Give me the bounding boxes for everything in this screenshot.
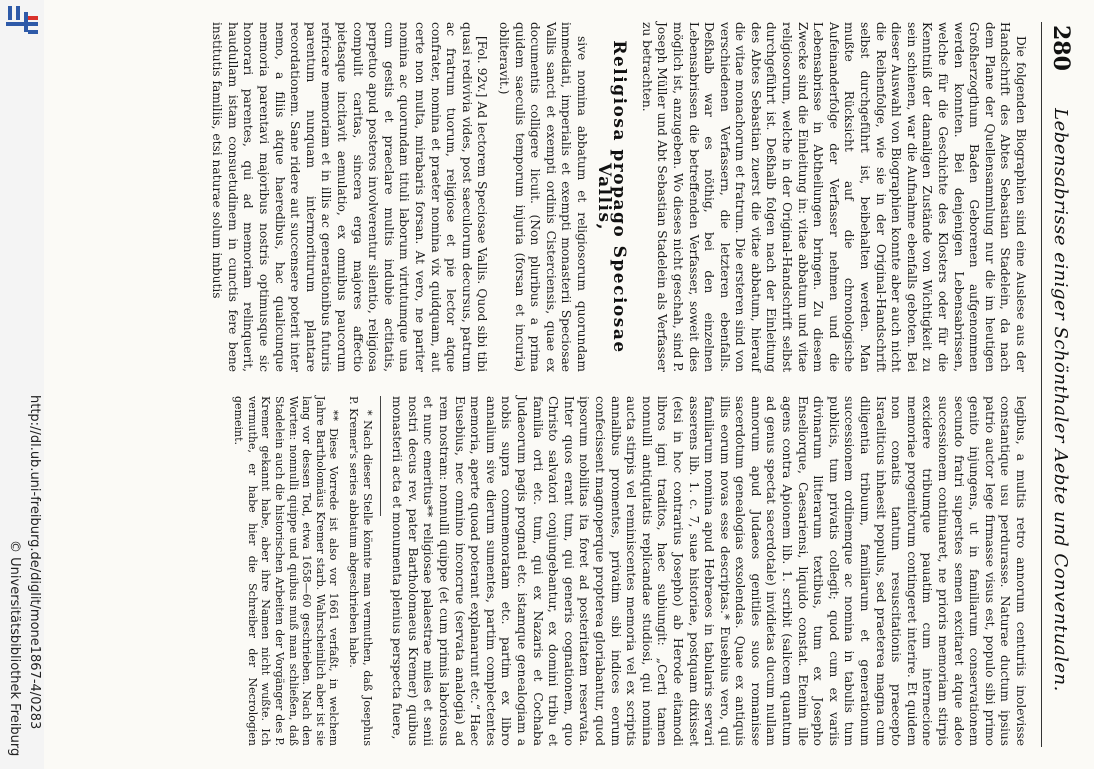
section-title: Religiosa propago Speciosae Vallis, bbox=[593, 40, 630, 354]
scanned-page bbox=[44, 0, 1094, 769]
running-head: Lebensabrisse einiger Schönthaler Aebte und Conventualen. bbox=[1050, 108, 1071, 692]
footnote-2: ** Diese Vorrede ist also vor 1661 verfaßt, in welchem Jahre Bartholomäus Kremer starb. Wahrscheinlich aber ist sie lang vor dessen Tod, etwa 1658—60 geschrieben. Nach den Worten: nonnulli quippe und quibus muß man schließen, daß Stadelein auch die historischen Arbeiten der Vorgänger des P. Kremer gekannt habe, aber ihre Namen nicht wußte. Ich vermuthe, er habe hier die Schreiber der Necrologien gemeint. bbox=[232, 396, 341, 746]
university-library-logo-icon bbox=[6, 6, 38, 38]
section-subtitle: sive nomina abbatum et religiosorum quorundam immediati, imperialis et exempti monasterii Speciosae Vallis sancti et exempti ordinis Cisterciensis, quae ex documentis colligere licuit. (Non pluribus a prima quidem saeculis temporum injuria (forsan et incuria) obliteravit.) bbox=[497, 22, 589, 372]
body-paragraph-continued: legibus, a multis retro annorum centuriis inolevisse constantique usu perdurasse. Naturae ductum ipsius patrio auctor lege firmasse visus est, populo sibi primo genito injungens, ut in familiarum conservationem secundo fratri superstes semen excitaret atque adeo successionem continuaret, ne prioris memoriam stirpis excidere tribumque pauatim cum internecione memoriae progenitorum contingeret interire. Et quidem non conatis tantum resuscitationis praecepto Israeliticus inhaesit populus, sed praeterea magna cum diligentia tribuum, familiarum et generationum successionem ordinemque ac nomina in tabulis tum publicis, tum privatis collegit; quod cum ex variis divinarum litterarum textibus, tum ex Josepho Enseliorque, Caesariensi, liquido constat. Etenim ille agens contra Apionem lib. 1. scribit (salicem quantum ad genus spectat sacerdotale) invidietas ducum nullam annorum apud Judaeos genitiles suos romanisse sacerdotum genealogias exsolendas. Quae ex antiquis illis eorum novas esse descriptas.* Eusebius vero, qui familiarum nomina apud Hebraeos in tabularis servari asserens lib. 1. c. 7, suae historiae, postquam dixisset (etsi in hoc contrarius Josepho) ab Herode eitamodi libros igni traditos, haec subiungit: „Certi tamen nonnulli antiquitatis replicandae studiosi, qui nomina aucta stirpis vel reminiscentes memoria vel ex scriptis annalibus promentes, privatim sibi indices eorum confecissent magnoperque propterea gloriabantur, quod ipsorum nobilitas ita foret ad posteritatem reservata. Inter quos erant tum, qui generis cognationem, quo Christo salvatori conjungebantur, ex domini tribu et familia orti etc. tum, qui ex Nazaris et Cochaba Judaeorum pagis prognati etc. istamque genealogiam a nobis supra commemoratam etc. partim ex libro annalium sive dierum sumentes, partim complectentes memoria, aperte quoad poterant explanarunt etc.“ Haec Eusebius, nec omnino inconcrue (servata analogia) ad rem nostram: nonnulli quippe (et cum primis laboriosus et nunc emeritus** religiosae palaestrae miles et senii nostri decus rev. pater Bartholomaeus Kremer) quibus monasterii acta et monumenta plenius perspecta fuere, bbox=[390, 396, 1028, 746]
viewer-sidebar bbox=[0, 0, 45, 769]
body-paragraph: [Fol. 92v.] Ad lectorem Speciosae Vallis. Quod sibi tibi quasi redivivia vides, post saeculorum decursus, patrum ac fratrum tuorum, religiose et pie lector atque confrater, nomina et praeter nomina vix quidquam, aut certe non multa, mirabaris forsan. At vero, ne pariter nomina ac quorundam tituli laborum virtutumque una cum gestis et praeclare multis indubie actitatis, perpetuo apud posteros involverentur silentio, religiosa compulit caritas, sincera erga majores affectio pietasque incitavit aemulatio, ex omnibus paucorum refricare memoriam et in illis ac generationibus futuris parentum nunquam intermoriturum plantare recordationem. Sane ridere aut succensere poterit inter nemo, a filiis atque haeredibus, hac qualicunque memoria parentavi majoribus nostris optimusque sic honorari parentes, qui ad memoriam relinquerit, haudullam istam consuetudinem in cunctis fere bene institutis familiis, etsi naturae solum imbutis bbox=[210, 22, 490, 372]
page-sheet bbox=[44, 0, 1094, 769]
source-url[interactable]: http://dl.ub.uni-freiburg.de/diglit/mone1867-4/0283 bbox=[27, 395, 42, 730]
right-column bbox=[226, 396, 1028, 746]
footnote-1: * Nach dieser Stelle könnte man vermuthen, daß Josephus P. Kremer's series abbatum abgeschrieben habe. bbox=[347, 396, 374, 746]
intro-paragraph: Die folgenden Biographien sind eine Auslese aus der Handschrift des Abtes Sebastian Stadelein, da nach dem Plane der Quellensammlung nur die im heutigen Großherzogthum Baden Geborenen aufgenommen werden konnten. Bei denjenigen Lebensabrissen, welche für die Geschichte des Klosters oder für die Kenntniß der damaligen Zustände von Wichtigkeit zu sein schienen, war die Aufnahme ebenfalls geboten. Bei dieser Auswahl von Biographien konnte aber auch nicht die Reihenfolge, wie sie in der Original-Handschrift selbst durchgeführt ist, beibehalten werden. Man mußte Rücksicht auf die chronologische Aufeinanderfolge der Verfasser nehmen und die Lebensabrisse in Abtheilungen bringen. Zu diesem Zwecke sind die Einleitung in: vitae abbatum und vitae religiosorum, welche in der Original-Handschrift selbst durchgeführt ist. Deßhalb folgen nach der Einleitung des Abtes Sebastian zuerst die vitae abbatum, hierauf die vitae monachorum et fratrum. Die ersteren sind von verschiedenen Verfassern, die letzteren ebenfalls. Deßhalb war es nöthig, bei den einzelnen Lebensabrissen die betreffenden Verfasser, soweit dies möglich ist, anzugeben. Wo dieses nicht geschah, sind P. Joseph Müller und Abt Sebastian Stadelein als Verfasser zu betrachten. bbox=[639, 22, 1028, 372]
header-divider bbox=[1041, 22, 1042, 747]
left-column bbox=[203, 22, 1028, 372]
copyright-notice: © Universitätsbibliothek Freiburg bbox=[7, 540, 22, 757]
footnote-divider bbox=[380, 396, 381, 516]
page-number: 280 bbox=[1048, 25, 1074, 71]
